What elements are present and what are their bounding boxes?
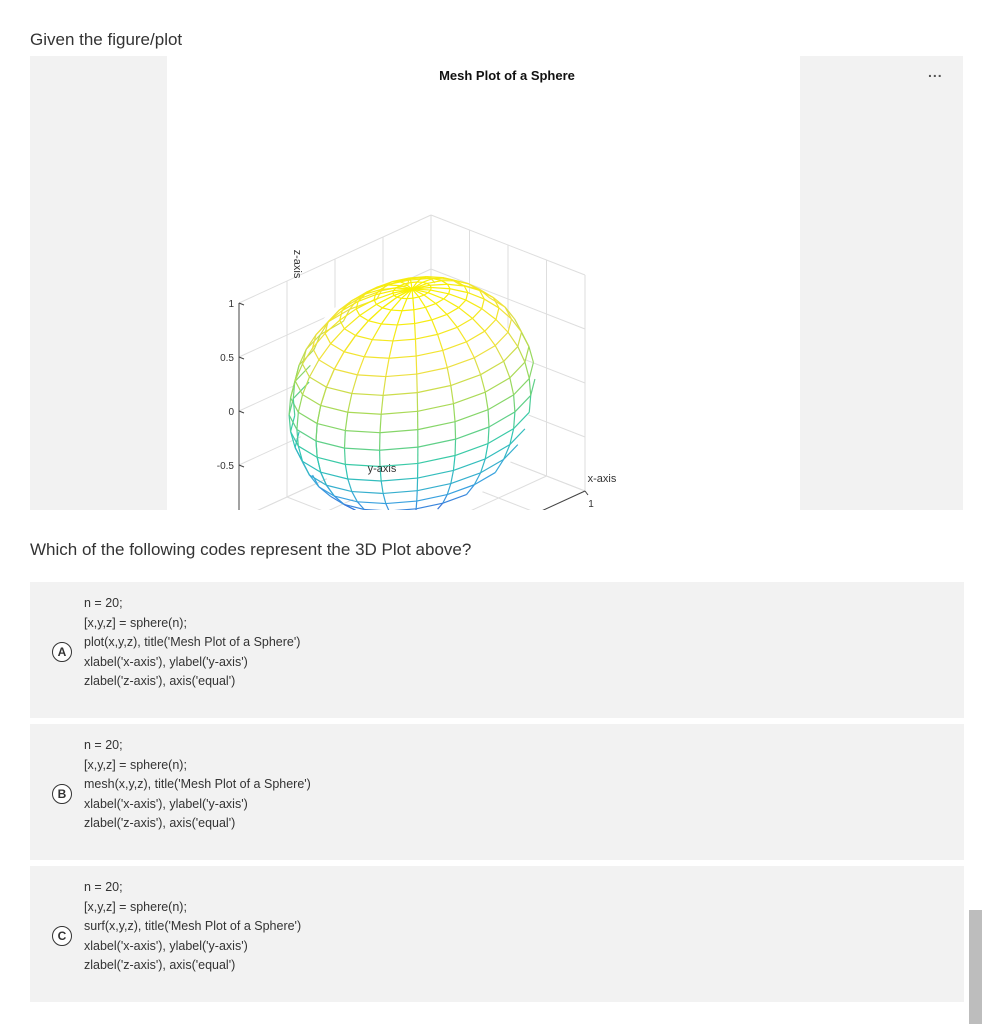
- x-axis-label: x-axis: [587, 473, 617, 485]
- z-tick-mark: [239, 357, 244, 359]
- x-tick-label: 1: [588, 499, 594, 510]
- option-c-code: [84, 878, 301, 976]
- sphere-mesh-edge: [529, 347, 534, 363]
- option-c[interactable]: [30, 866, 964, 1002]
- sphere-mesh-edge: [414, 310, 415, 324]
- option-c-radio[interactable]: C: [52, 926, 72, 946]
- z-axis-label: z-axis: [291, 249, 303, 279]
- question-text: Which of the following codes represent the 3D Plot above?: [30, 540, 472, 559]
- code-line: surf(x,y,z), title('Mesh Plot of a Sphere'): [84, 919, 302, 933]
- sphere-mesh-edge: [511, 319, 521, 332]
- sphere-mesh-edge: [416, 356, 417, 374]
- sphere-mesh-edge: [344, 431, 345, 449]
- sphere-mesh-edge: [344, 448, 345, 464]
- code-line: n = 20;: [84, 880, 123, 894]
- sphere-mesh-edge: [415, 324, 416, 340]
- sphere-mesh-edge: [518, 332, 522, 347]
- code-line: zlabel('z-axis'), axis('equal'): [84, 958, 236, 972]
- z-tick-label: 0: [228, 407, 234, 418]
- z-tick-label: 1: [228, 299, 234, 310]
- sphere-mesh-edge: [409, 278, 410, 279]
- sphere-mesh-plot: [167, 56, 800, 510]
- option-a-code: [84, 594, 300, 692]
- z-tick-mark: [239, 303, 244, 305]
- y-axis-label: y-axis: [367, 463, 397, 475]
- code-line: plot(x,y,z), title('Mesh Plot of a Sphere'): [84, 635, 301, 649]
- sphere-mesh-edge: [388, 285, 400, 286]
- sphere-mesh-edge: [522, 332, 529, 347]
- sphere-mesh-edge: [529, 362, 533, 378]
- option-a-radio[interactable]: A: [52, 642, 72, 662]
- code-line: xlabel('x-axis'), ylabel('y-axis'): [84, 938, 248, 953]
- option-a[interactable]: [30, 582, 964, 718]
- code-line: [x,y,z] = sphere(n);: [84, 899, 187, 914]
- code-line: xlabel('x-axis'), ylabel('y-axis'): [84, 796, 248, 811]
- code-line: n = 20;: [84, 596, 123, 610]
- z-tick-mark: [239, 411, 244, 413]
- code-line: [x,y,z] = sphere(n);: [84, 757, 187, 772]
- z-tick-label: -0.5: [216, 461, 234, 472]
- figure-panel: [167, 56, 800, 510]
- code-line: zlabel('z-axis'), axis('equal'): [84, 674, 236, 688]
- sphere-mesh-edge: [408, 280, 409, 285]
- sphere-mesh-edge: [391, 310, 402, 311]
- option-b-radio[interactable]: B: [52, 784, 72, 804]
- more-options-icon[interactable]: ...: [928, 64, 943, 80]
- z-tick-mark: [239, 465, 244, 467]
- option-b[interactable]: [30, 724, 964, 860]
- sphere-mesh-edge: [508, 319, 511, 332]
- intro-text: Given the figure/plot: [30, 30, 183, 49]
- code-line: xlabel('x-axis'), ylabel('y-axis'): [84, 654, 248, 669]
- figure-left-panel: [30, 56, 167, 510]
- figure-right-panel: [800, 56, 963, 510]
- option-b-code: [84, 736, 311, 834]
- sphere-mesh-edge: [455, 422, 456, 439]
- sphere-mesh-edge: [415, 339, 416, 356]
- sphere-mesh-edge: [416, 501, 417, 509]
- sphere-mesh-edge: [525, 347, 529, 363]
- sphere-mesh-edge: [289, 398, 291, 415]
- x-tick-mark: [585, 491, 588, 495]
- scrollbar-thumb[interactable]: [969, 910, 982, 1024]
- chart-title: Mesh Plot of a Sphere: [439, 68, 575, 83]
- code-line: zlabel('z-axis'), axis('equal'): [84, 816, 236, 830]
- code-line: n = 20;: [84, 738, 123, 752]
- sphere-mesh-edge: [531, 379, 535, 395]
- z-tick-label: 0.5: [220, 353, 234, 364]
- code-line: [x,y,z] = sphere(n);: [84, 615, 187, 630]
- sphere-background: [294, 279, 530, 510]
- sphere-mesh-edge: [415, 509, 416, 510]
- sphere-mesh-edge: [455, 439, 456, 455]
- code-line: mesh(x,y,z), title('Mesh Plot of a Sphere'): [84, 777, 311, 791]
